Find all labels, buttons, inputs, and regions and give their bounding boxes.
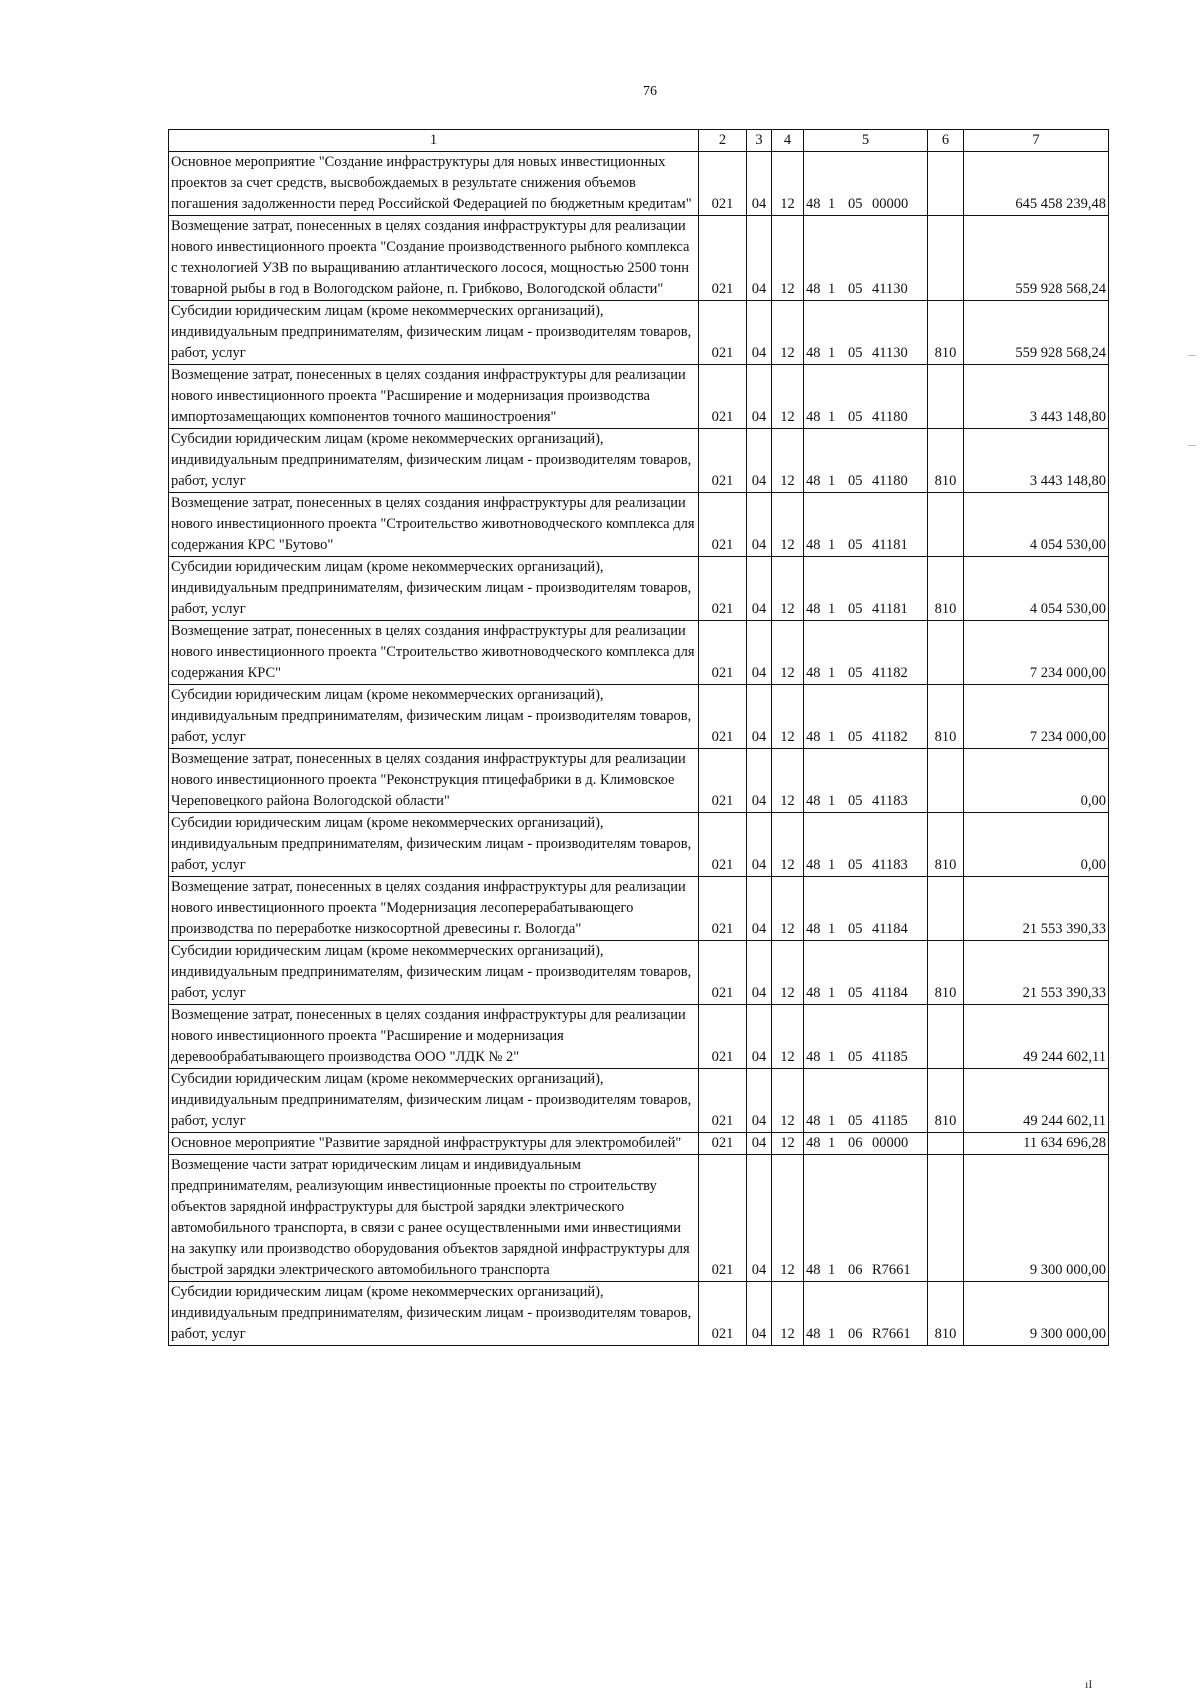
csr-part: 48 (806, 1049, 821, 1065)
row-csr-cell (804, 216, 928, 301)
row-csr-cell (804, 1155, 928, 1282)
row-sub-cell: 12 (772, 685, 804, 749)
table-row (169, 493, 1109, 557)
row-type-cell (928, 877, 964, 941)
csr-part: 06 (848, 1135, 863, 1151)
csr-part: 41183 (872, 857, 908, 873)
row-amount-cell: 559 928 568,24 (964, 301, 1109, 365)
csr-part: 48 (806, 409, 821, 425)
table-row (169, 941, 1109, 1005)
row-amount-cell: 0,00 (964, 749, 1109, 813)
table-row (169, 557, 1109, 621)
row-name-cell: Субсидии юридическим лицам (кроме некоммерческих организаций), индивидуальным предпринимателям, физическим лицам - производителям товаров, работ, услуг (169, 557, 699, 621)
row-type-cell (928, 1005, 964, 1069)
row-amount-cell: 21 553 390,33 (964, 877, 1109, 941)
csr-part: 48 (806, 473, 821, 489)
csr-part: 1 (828, 729, 836, 745)
row-csr-cell (804, 365, 928, 429)
csr-part: 05 (848, 601, 863, 617)
row-sec-cell: 04 (747, 301, 772, 365)
row-csr-cell (804, 429, 928, 493)
table-row (169, 152, 1109, 216)
row-grp-cell: 021 (699, 429, 747, 493)
row-grp-cell: 021 (699, 813, 747, 877)
csr-part: 41184 (872, 921, 908, 937)
table-header-row (169, 130, 1109, 152)
row-name-cell: Субсидии юридическим лицам (кроме некоммерческих организаций), индивидуальным предпринимателям, физическим лицам - производителям товаров, работ, услуг (169, 685, 699, 749)
csr-part: 1 (828, 473, 836, 489)
row-amount-cell: 559 928 568,24 (964, 216, 1109, 301)
row-grp-cell: 021 (699, 557, 747, 621)
row-csr-cell (804, 301, 928, 365)
row-sub-cell: 12 (772, 1005, 804, 1069)
csr-part: 1 (828, 985, 836, 1001)
csr-part: 00000 (872, 1135, 909, 1151)
row-csr-cell (804, 1282, 928, 1346)
table-row (169, 749, 1109, 813)
row-sub-cell: 12 (772, 301, 804, 365)
csr-part: 41184 (872, 985, 908, 1001)
table-row (169, 1155, 1109, 1282)
row-name-cell: Субсидии юридическим лицам (кроме некоммерческих организаций), индивидуальным предпринимателям, физическим лицам - производителям товаров, работ, услуг (169, 813, 699, 877)
row-sec-cell: 04 (747, 152, 772, 216)
row-csr-cell (804, 685, 928, 749)
row-sub-cell: 12 (772, 152, 804, 216)
row-sub-cell: 12 (772, 557, 804, 621)
row-type-cell: 810 (928, 941, 964, 1005)
csr-part: 48 (806, 985, 821, 1001)
table-row (169, 301, 1109, 365)
csr-part: R7661 (872, 1326, 911, 1342)
csr-part: 1 (828, 196, 836, 212)
row-name-cell: Возмещение части затрат юридическим лицам и индивидуальным предпринимателям, реализующим инвестиционные проекты по строительству объектов зарядной инфраструктуры для быстрой зарядки электрического автомобильного транспорта, в связи с ранее осуществленными ими инвестициями на закупку или производство оборудования объектов зарядной инфраструктуры для быстрой зарядки электрического автомобильного транспорта (169, 1155, 699, 1282)
row-csr-cell (804, 749, 928, 813)
csr-part: 41130 (872, 345, 908, 361)
csr-part: 41181 (872, 537, 908, 553)
row-type-cell (928, 621, 964, 685)
csr-part: 48 (806, 601, 821, 617)
table-row (169, 1282, 1109, 1346)
csr-part: 48 (806, 729, 821, 745)
row-sec-cell: 04 (747, 1005, 772, 1069)
csr-part: R7661 (872, 1262, 911, 1278)
table-row (169, 1069, 1109, 1133)
row-csr-cell (804, 557, 928, 621)
row-grp-cell: 021 (699, 493, 747, 557)
header-cell-3: 3 (747, 130, 772, 152)
row-grp-cell: 021 (699, 877, 747, 941)
csr-part: 1 (828, 1049, 836, 1065)
table-row (169, 1005, 1109, 1069)
row-sub-cell: 12 (772, 1069, 804, 1133)
csr-part: 05 (848, 409, 863, 425)
table-row (169, 1133, 1109, 1155)
csr-part: 1 (828, 537, 836, 553)
csr-part: 48 (806, 1262, 821, 1278)
edge-mark (1188, 355, 1196, 356)
row-sub-cell: 12 (772, 365, 804, 429)
csr-part: 05 (848, 665, 863, 681)
csr-part: 41180 (872, 409, 908, 425)
row-sub-cell: 12 (772, 1282, 804, 1346)
row-sec-cell: 04 (747, 557, 772, 621)
row-amount-cell: 645 458 239,48 (964, 152, 1109, 216)
footer-mark: ıI (1085, 1677, 1093, 1691)
row-name-cell: Субсидии юридическим лицам (кроме некоммерческих организаций), индивидуальным предпринимателям, физическим лицам - производителям товаров, работ, услуг (169, 1282, 699, 1346)
row-amount-cell: 21 553 390,33 (964, 941, 1109, 1005)
row-sec-cell: 04 (747, 813, 772, 877)
row-csr-cell (804, 941, 928, 1005)
csr-part: 41185 (872, 1113, 908, 1129)
row-type-cell (928, 152, 964, 216)
csr-part: 05 (848, 1113, 863, 1129)
csr-part: 41182 (872, 665, 908, 681)
row-sec-cell: 04 (747, 877, 772, 941)
row-sec-cell: 04 (747, 1155, 772, 1282)
row-grp-cell: 021 (699, 1069, 747, 1133)
row-type-cell (928, 216, 964, 301)
table-row (169, 429, 1109, 493)
csr-part: 48 (806, 665, 821, 681)
row-sub-cell: 12 (772, 621, 804, 685)
csr-part: 05 (848, 345, 863, 361)
row-sec-cell: 04 (747, 1069, 772, 1133)
row-amount-cell: 3 443 148,80 (964, 365, 1109, 429)
row-grp-cell: 021 (699, 1133, 747, 1155)
row-sub-cell: 12 (772, 749, 804, 813)
row-name-cell: Субсидии юридическим лицам (кроме некоммерческих организаций), индивидуальным предпринимателям, физическим лицам - производителям товаров, работ, услуг (169, 429, 699, 493)
header-cell-2: 2 (699, 130, 747, 152)
csr-part: 48 (806, 196, 821, 212)
row-sec-cell: 04 (747, 1282, 772, 1346)
csr-part: 48 (806, 345, 821, 361)
row-csr-cell (804, 152, 928, 216)
csr-part: 48 (806, 1113, 821, 1129)
row-type-cell (928, 493, 964, 557)
csr-part: 05 (848, 921, 863, 937)
row-grp-cell: 021 (699, 749, 747, 813)
row-type-cell: 810 (928, 429, 964, 493)
csr-part: 05 (848, 857, 863, 873)
row-grp-cell: 021 (699, 216, 747, 301)
header-cell-5: 5 (804, 130, 928, 152)
row-name-cell: Возмещение затрат, понесенных в целях создания инфраструктуры для реализации нового инвестиционного проекта "Расширение и модернизация производства импортозамещающих компонентов точного машиностроения" (169, 365, 699, 429)
csr-part: 1 (828, 601, 836, 617)
csr-part: 48 (806, 857, 821, 873)
csr-part: 00000 (872, 196, 909, 212)
csr-part: 1 (828, 665, 836, 681)
csr-part: 1 (828, 1262, 836, 1278)
row-sec-cell: 04 (747, 216, 772, 301)
row-type-cell: 810 (928, 685, 964, 749)
row-amount-cell: 4 054 530,00 (964, 557, 1109, 621)
csr-part: 1 (828, 793, 836, 809)
row-grp-cell: 021 (699, 941, 747, 1005)
row-type-cell: 810 (928, 813, 964, 877)
page-number: 76 (643, 84, 657, 99)
row-sub-cell: 12 (772, 429, 804, 493)
csr-part: 1 (828, 921, 836, 937)
row-sub-cell: 12 (772, 1133, 804, 1155)
csr-part: 05 (848, 985, 863, 1001)
csr-part: 1 (828, 1113, 836, 1129)
csr-part: 48 (806, 1326, 821, 1342)
row-sec-cell: 04 (747, 493, 772, 557)
row-csr-cell (804, 1005, 928, 1069)
row-type-cell: 810 (928, 557, 964, 621)
row-grp-cell: 021 (699, 301, 747, 365)
row-grp-cell: 021 (699, 1282, 747, 1346)
row-sub-cell: 12 (772, 1155, 804, 1282)
row-name-cell: Возмещение затрат, понесенных в целях создания инфраструктуры для реализации нового инвестиционного проекта "Создание производственного рыбного комплекса с технологией УЗВ по выращиванию атлантического лосося, мощностью 2500 тонн товарной рыбы в год в Вологодском районе, п. Грибково, Вологодской области" (169, 216, 699, 301)
row-sec-cell: 04 (747, 1133, 772, 1155)
row-sec-cell: 04 (747, 621, 772, 685)
csr-part: 05 (848, 281, 863, 297)
csr-part: 41182 (872, 729, 908, 745)
header-cell-6: 6 (928, 130, 964, 152)
row-amount-cell: 3 443 148,80 (964, 429, 1109, 493)
csr-part: 1 (828, 409, 836, 425)
row-name-cell: Возмещение затрат, понесенных в целях создания инфраструктуры для реализации нового инвестиционного проекта "Строительство животноводческого комплекса для содержания КРС" (169, 621, 699, 685)
row-amount-cell: 49 244 602,11 (964, 1069, 1109, 1133)
row-csr-cell (804, 493, 928, 557)
csr-part: 1 (828, 345, 836, 361)
row-type-cell (928, 365, 964, 429)
row-sub-cell: 12 (772, 877, 804, 941)
row-name-cell: Возмещение затрат, понесенных в целях создания инфраструктуры для реализации нового инвестиционного проекта "Расширение и модернизация деревообрабатывающего производства ООО "ЛДК № 2" (169, 1005, 699, 1069)
csr-part: 41183 (872, 793, 908, 809)
row-amount-cell: 9 300 000,00 (964, 1282, 1109, 1346)
row-grp-cell: 021 (699, 1155, 747, 1282)
row-name-cell: Субсидии юридическим лицам (кроме некоммерческих организаций), индивидуальным предпринимателям, физическим лицам - производителям товаров, работ, услуг (169, 301, 699, 365)
row-sec-cell: 04 (747, 685, 772, 749)
csr-part: 41130 (872, 281, 908, 297)
table-row (169, 877, 1109, 941)
csr-part: 1 (828, 1135, 836, 1151)
row-type-cell: 810 (928, 1069, 964, 1133)
csr-part: 48 (806, 537, 821, 553)
csr-part: 06 (848, 1326, 863, 1342)
csr-part: 05 (848, 729, 863, 745)
row-name-cell: Основное мероприятие "Развитие зарядной инфраструктуры для электромобилей" (169, 1133, 699, 1155)
row-name-cell: Возмещение затрат, понесенных в целях создания инфраструктуры для реализации нового инвестиционного проекта "Строительство животноводческого комплекса для содержания КРС "Бутово" (169, 493, 699, 557)
row-sub-cell: 12 (772, 813, 804, 877)
csr-part: 1 (828, 857, 836, 873)
row-sec-cell: 04 (747, 941, 772, 1005)
table-row (169, 621, 1109, 685)
row-amount-cell: 49 244 602,11 (964, 1005, 1109, 1069)
table-row (169, 685, 1109, 749)
csr-part: 41180 (872, 473, 908, 489)
csr-part: 1 (828, 1326, 836, 1342)
row-sub-cell: 12 (772, 216, 804, 301)
csr-part: 48 (806, 1135, 821, 1151)
row-grp-cell: 021 (699, 621, 747, 685)
header-cell-7: 7 (964, 130, 1109, 152)
row-sec-cell: 04 (747, 749, 772, 813)
csr-part: 05 (848, 537, 863, 553)
row-csr-cell (804, 1069, 928, 1133)
row-amount-cell: 7 234 000,00 (964, 685, 1109, 749)
row-name-cell: Возмещение затрат, понесенных в целях создания инфраструктуры для реализации нового инвестиционного проекта "Реконструкция птицефабрики в д. Климовское Череповецкого района Вологодской области" (169, 749, 699, 813)
csr-part: 05 (848, 1049, 863, 1065)
row-sec-cell: 04 (747, 429, 772, 493)
csr-part: 05 (848, 196, 863, 212)
row-sec-cell: 04 (747, 365, 772, 429)
row-grp-cell: 021 (699, 365, 747, 429)
budget-table (168, 129, 1109, 1346)
header-cell-1: 1 (169, 130, 699, 152)
table-row (169, 365, 1109, 429)
row-name-cell: Субсидии юридическим лицам (кроме некоммерческих организаций), индивидуальным предпринимателям, физическим лицам - производителям товаров, работ, услуг (169, 941, 699, 1005)
edge-mark (1188, 445, 1196, 446)
row-type-cell: 810 (928, 1282, 964, 1346)
csr-part: 06 (848, 1262, 863, 1278)
row-type-cell (928, 1133, 964, 1155)
table-body (169, 130, 1109, 1346)
row-csr-cell (804, 621, 928, 685)
row-name-cell: Возмещение затрат, понесенных в целях создания инфраструктуры для реализации нового инвестиционного проекта "Модернизация лесоперерабатывающего производства по переработке низкосортной древесины г. Вологда" (169, 877, 699, 941)
csr-part: 41181 (872, 601, 908, 617)
row-sub-cell: 12 (772, 493, 804, 557)
csr-part: 1 (828, 281, 836, 297)
row-grp-cell: 021 (699, 1005, 747, 1069)
csr-part: 48 (806, 281, 821, 297)
table-row (169, 813, 1109, 877)
row-type-cell (928, 1155, 964, 1282)
csr-part: 41185 (872, 1049, 908, 1065)
row-amount-cell: 4 054 530,00 (964, 493, 1109, 557)
row-amount-cell: 11 634 696,28 (964, 1133, 1109, 1155)
row-type-cell: 810 (928, 301, 964, 365)
csr-part: 48 (806, 921, 821, 937)
row-type-cell (928, 749, 964, 813)
header-cell-4: 4 (772, 130, 804, 152)
row-name-cell: Основное мероприятие "Создание инфраструктуры для новых инвестиционных проектов за счет средств, высвобождаемых в результате снижения объемов погашения задолженности перед Российской Федерацией по бюджетным кредитам" (169, 152, 699, 216)
row-csr-cell (804, 813, 928, 877)
csr-part: 48 (806, 793, 821, 809)
table-row (169, 216, 1109, 301)
row-grp-cell: 021 (699, 685, 747, 749)
row-amount-cell: 9 300 000,00 (964, 1155, 1109, 1282)
csr-part: 05 (848, 793, 863, 809)
row-amount-cell: 7 234 000,00 (964, 621, 1109, 685)
row-sub-cell: 12 (772, 941, 804, 1005)
csr-part: 05 (848, 473, 863, 489)
row-csr-cell (804, 1133, 928, 1155)
row-csr-cell (804, 877, 928, 941)
row-name-cell: Субсидии юридическим лицам (кроме некоммерческих организаций), индивидуальным предпринимателям, физическим лицам - производителям товаров, работ, услуг (169, 1069, 699, 1133)
row-grp-cell: 021 (699, 152, 747, 216)
row-amount-cell: 0,00 (964, 813, 1109, 877)
